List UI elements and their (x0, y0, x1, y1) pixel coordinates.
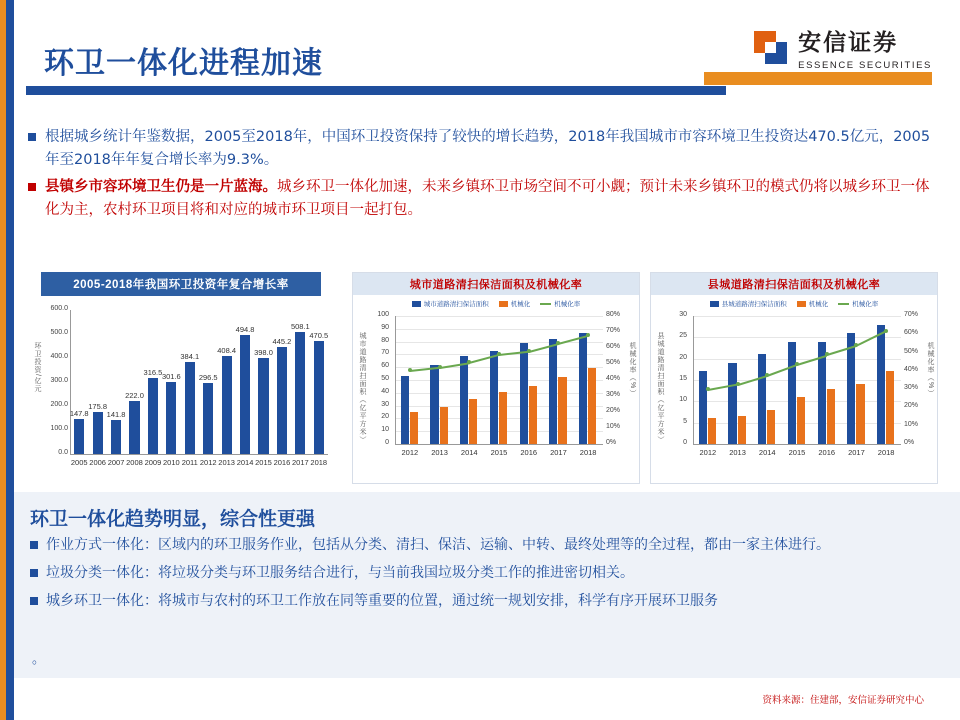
bar (129, 401, 139, 454)
x-tick-label: 2015 (255, 458, 272, 467)
bar (148, 378, 158, 454)
chart-legend (353, 299, 639, 308)
y-tick-label-left: 30 (679, 311, 687, 318)
y-tick-label-left: 20 (381, 413, 389, 421)
list-item (30, 590, 940, 612)
legend-label: 机械化率 (852, 301, 879, 308)
legend-label: 城市道路清扫保洁面积 (423, 301, 489, 308)
legend-line-swatch (540, 303, 551, 305)
chart-title: 城市道路清扫保洁面积及机械化率 (353, 273, 639, 295)
bar (758, 354, 766, 444)
y-axis-label-left: 城市道路清扫面积（亿平方米） (359, 332, 366, 444)
x-tick-label: 2016 (273, 458, 291, 467)
logo-name-en: ESSENCE SECURITIES (798, 60, 932, 71)
bar (185, 362, 195, 454)
legend-item (412, 299, 489, 308)
bar (440, 407, 448, 444)
y-axis-label-left: 县城道路清扫面积（亿平方米） (657, 332, 664, 444)
gridline (693, 359, 901, 360)
bar (728, 363, 736, 444)
line-marker (854, 343, 858, 347)
bar-value-label: 494.8 (235, 325, 255, 335)
bar-value-label: 296.5 (198, 372, 218, 382)
bar (469, 399, 477, 444)
chart-plot-area (651, 308, 937, 468)
y-tick-label-left: 90 (381, 323, 389, 331)
legend-item (710, 299, 787, 308)
chart-title: 县城道路清扫保洁面积及机械化率 (651, 273, 937, 295)
line-marker (556, 341, 560, 345)
y-axis-label-right: 机械化率（%） (629, 342, 636, 398)
line-marker (765, 373, 769, 377)
bullet-marker-icon (30, 569, 38, 577)
y-tick-label-right: 30% (606, 391, 621, 398)
bar-value-label: 398.0 (254, 348, 273, 358)
bar (240, 335, 250, 454)
legend-item (838, 299, 878, 308)
x-tick-label: 2015 (788, 448, 806, 457)
bar (797, 397, 805, 444)
y-tick-label-left: 5 (683, 417, 687, 425)
bar (499, 392, 507, 444)
x-tick-label: 2012 (199, 458, 217, 467)
bar-value-label: 301.6 (161, 371, 181, 381)
x-axis-line (693, 444, 901, 445)
chart-legend (651, 299, 937, 308)
bar (74, 419, 84, 454)
y-tick-label-left: 20 (679, 353, 687, 361)
y-tick-label-right: 0% (904, 439, 915, 446)
bullet-text: 城乡环卫一体化加速，未来乡镇环卫市场空间不可小觑；预计未来乡镇环卫的模式仍将以城乡环卫一体化为主，农村环卫项目将和对应的城市环卫项目一起打包。 (45, 179, 930, 218)
bar (295, 332, 305, 454)
y-tick-label-left: 10 (381, 426, 389, 434)
line-marker (527, 349, 531, 353)
line-marker (736, 382, 740, 386)
y-tick-label-right: 0% (606, 439, 617, 446)
x-tick-label: 2010 (163, 458, 180, 467)
page-title: 环卫一体化进程加速 (44, 47, 323, 80)
top-bullet-list (28, 126, 936, 226)
bar (166, 382, 176, 454)
left-orange-spine (0, 0, 6, 720)
y-tick-label-right: 70% (904, 311, 919, 318)
legend-color-swatch (710, 301, 719, 307)
bar (767, 410, 775, 444)
bar (258, 358, 268, 454)
bar (549, 339, 557, 444)
bar (788, 342, 796, 444)
y-tick-label-right: 50% (904, 347, 919, 355)
y-axis-label: 环卫投资/亿元 (34, 342, 41, 393)
bottom-bullet-list (30, 534, 940, 618)
y-tick-label-left: 50 (381, 375, 389, 382)
gridline (693, 316, 901, 317)
bullet-text: 根据城乡统计年鉴数据，2005至2018年，中国环卫投资保持了较快的增长趋势，2018年我国城市市容环境卫生投资达470.5亿元，2005年至2018年年复合增长率为9.3%。 (45, 129, 931, 168)
x-tick-label: 2017 (848, 448, 865, 457)
bar-value-label: 222.0 (125, 390, 144, 400)
y-tick-label-left: 30 (381, 400, 389, 408)
list-item-label: 垃圾分类一体化：将垃圾分类与环卫服务结合进行，与当前我国垃圾分类工作的推进密切相关。 (46, 565, 634, 581)
bullet-marker-icon (30, 541, 38, 549)
x-tick-label: 2018 (579, 448, 597, 457)
y-tick-label-left: 0 (385, 439, 389, 446)
gridline (693, 380, 901, 381)
gridline (395, 329, 603, 330)
bar (520, 343, 528, 444)
x-tick-label: 2012 (699, 448, 717, 457)
y-tick-label-right: 10% (904, 420, 919, 428)
line-marker (884, 329, 888, 333)
list-item-label: 城乡环卫一体化：将城市与农村的环卫工作放在同等重要的位置，通过统一规划安排，科学有序开展环卫服务 (46, 593, 718, 609)
bar (877, 325, 885, 444)
y-tick-label: 100.0 (50, 425, 68, 432)
x-tick-label: 2011 (181, 458, 198, 467)
list-item (30, 534, 940, 556)
bar (222, 356, 232, 454)
bar (401, 376, 409, 444)
legend-label: 机械化 (808, 301, 829, 308)
bottom-section-title: 环卫一体化趋势明显，综合性更强 (30, 508, 316, 530)
bullet-marker-icon (30, 597, 38, 605)
bar (430, 365, 438, 444)
line-marker (706, 387, 710, 391)
y-tick-label-left: 100 (377, 311, 389, 318)
x-tick-label: 2018 (310, 458, 328, 467)
bar (579, 333, 587, 444)
bar (277, 347, 287, 454)
line-marker (825, 352, 829, 356)
x-tick-label: 2013 (431, 448, 448, 457)
bar (588, 368, 596, 444)
legend-item (797, 299, 829, 308)
y-tick-label: 0.0 (58, 449, 68, 456)
y-axis-label-right: 机械化率（%） (927, 342, 934, 398)
x-tick-label: 2014 (758, 448, 776, 457)
source-note: 资料来源：住建部，安信证券研究中心 (762, 695, 924, 706)
y-tick-label: 200.0 (50, 401, 68, 408)
chart-panel-investment (26, 272, 336, 482)
bar (738, 416, 746, 444)
bar (490, 351, 498, 444)
y-tick-label: 600.0 (50, 305, 68, 312)
gridline (395, 316, 603, 317)
y-tick-label-right: 80% (606, 311, 621, 318)
y-tick-label-right: 40% (606, 375, 621, 382)
gridline (395, 380, 603, 381)
y-axis-line (693, 316, 694, 444)
bullet-emphasis: 县镇乡市容环境卫生仍是一片蓝海。 (45, 179, 277, 195)
y-tick-label: 400.0 (50, 353, 68, 360)
bar (410, 412, 418, 444)
y-tick-label-left: 70 (381, 349, 389, 357)
y-tick-label-right: 50% (606, 359, 621, 366)
x-tick-label: 2005 (70, 458, 88, 467)
bar-value-label: 175.8 (88, 401, 108, 411)
y-tick-label-left: 40 (381, 387, 389, 395)
bar (827, 389, 835, 444)
x-tick-label: 2013 (218, 458, 235, 467)
x-tick-label: 2012 (401, 448, 419, 457)
line-marker (438, 365, 442, 369)
x-tick-label: 2018 (877, 448, 895, 457)
chart-panel-county-road (650, 272, 938, 484)
bottom-trailing-mark: 。 (32, 651, 46, 666)
x-tick-label: 2016 (818, 448, 836, 457)
legend-item (540, 299, 580, 308)
y-axis-line (395, 316, 396, 444)
x-tick-label: 2017 (292, 458, 309, 467)
brand-logo (754, 24, 932, 71)
x-tick-label: 2017 (550, 448, 567, 457)
y-tick-label: 300.0 (50, 377, 68, 384)
x-tick-label: 2014 (236, 458, 254, 467)
y-tick-label-right: 60% (904, 329, 919, 337)
bar (886, 371, 894, 444)
y-tick-label-right: 40% (904, 365, 919, 373)
bar-value-label: 141.8 (106, 409, 126, 419)
bar (856, 384, 864, 444)
bullet-item (28, 126, 936, 172)
bar-value-label: 147.8 (69, 408, 89, 418)
legend-color-swatch (797, 301, 806, 307)
y-tick-label-left: 80 (381, 336, 389, 344)
legend-line-swatch (838, 303, 849, 305)
y-tick-label-right: 20% (606, 407, 621, 414)
bar (558, 377, 566, 444)
bullet-item (28, 176, 936, 222)
line-marker (795, 362, 799, 366)
y-tick-label-left: 15 (679, 375, 687, 382)
logo-mark-icon (754, 31, 788, 65)
y-tick-label-right: 70% (606, 327, 621, 334)
y-tick-label-left: 10 (679, 396, 687, 404)
chart-plot-area (26, 296, 336, 480)
bar (460, 356, 468, 444)
x-tick-label: 2014 (460, 448, 478, 457)
line-marker (467, 360, 471, 364)
x-tick-label: 2006 (89, 458, 106, 467)
bar (529, 386, 537, 444)
y-tick-label-right: 20% (904, 402, 919, 410)
y-tick-label-right: 30% (904, 384, 919, 392)
bar-value-label: 384.1 (180, 351, 200, 361)
chart-plot-area (353, 308, 639, 468)
legend-label: 机械化 (510, 301, 531, 308)
x-axis-line (70, 454, 328, 455)
bar-value-label: 508.1 (290, 322, 310, 332)
x-tick-label: 2013 (729, 448, 746, 457)
x-tick-label: 2016 (520, 448, 538, 457)
chart-title: 2005-2018年我国环卫投资年复合增长率 (41, 272, 321, 296)
logo-name-cn: 安信证券 (798, 29, 899, 55)
x-tick-label: 2015 (490, 448, 508, 457)
bullet-marker-icon (28, 133, 36, 141)
y-tick-label-left: 0 (683, 439, 687, 446)
title-underline (26, 86, 726, 95)
legend-item (499, 299, 531, 308)
bar-value-label: 445.2 (272, 337, 292, 347)
bullet-marker-icon (28, 183, 36, 191)
y-tick-label-left: 25 (679, 332, 687, 340)
x-tick-label: 2009 (144, 458, 162, 467)
x-tick-label: 2007 (107, 458, 125, 467)
bar (708, 418, 716, 444)
list-item (30, 562, 940, 584)
legend-label: 县城道路清扫保洁面积 (721, 301, 787, 308)
bar (111, 420, 121, 454)
y-tick-label-left: 60 (381, 362, 389, 370)
y-axis-line (70, 310, 71, 454)
chart-panel-city-road (352, 272, 640, 484)
list-item-label: 作业方式一体化：区域内的环卫服务作业，包括从分类、清扫、保洁、运输、中转、最终处理等的全过程，都由一家主体进行。 (46, 537, 830, 553)
bar (314, 341, 324, 454)
y-tick-label-right: 60% (606, 343, 621, 350)
line-marker (586, 333, 590, 337)
y-tick-label: 500.0 (50, 329, 68, 336)
gridline (395, 342, 603, 343)
legend-color-swatch (499, 301, 508, 307)
x-axis-line (395, 444, 603, 445)
legend-label: 机械化率 (554, 301, 581, 308)
bar-value-label: 408.4 (217, 345, 237, 355)
y-tick-label-right: 10% (606, 423, 621, 430)
x-tick-label: 2008 (126, 458, 143, 467)
bar-value-label: 470.5 (309, 331, 329, 341)
bar (847, 333, 855, 444)
legend-color-swatch (412, 301, 421, 307)
logo-accent-bar (704, 72, 932, 85)
bar-value-label: 316.5 (143, 368, 163, 378)
bar (93, 412, 103, 454)
bar (203, 383, 213, 454)
bar (699, 371, 707, 444)
